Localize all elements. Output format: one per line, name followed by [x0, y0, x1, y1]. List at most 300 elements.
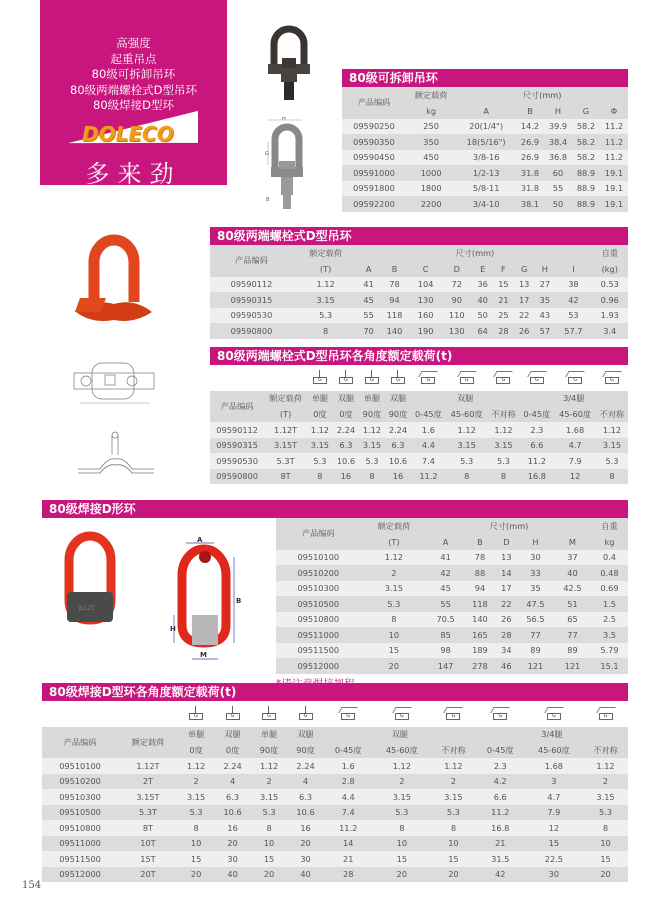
- product-code-cell: 09510200: [59, 776, 101, 787]
- table-cell: 40: [567, 567, 578, 578]
- col-header-g: G: [520, 263, 528, 274]
- table-cell: 3/4-10: [472, 198, 500, 209]
- table-cell: 15: [548, 838, 560, 849]
- col-header-code: 产品编码: [235, 255, 268, 266]
- product-code-cell: 09511500: [59, 853, 101, 864]
- brand-line: 80级两端螺栓式D型吊环: [70, 82, 197, 97]
- col-header-a: A: [442, 536, 449, 547]
- table-cell: 0.53: [600, 279, 619, 290]
- table-cell: 60: [552, 167, 564, 178]
- table-cell: 70.5: [436, 614, 455, 625]
- table-cell: 8: [193, 822, 199, 833]
- product-code-cell: 09510500: [59, 807, 101, 818]
- section-title: 80级焊接D形环: [42, 500, 628, 518]
- col-header-angle: 不对称: [599, 408, 625, 419]
- product-code-cell: 09591800: [353, 183, 395, 194]
- col-group-single-leg: 单腿: [311, 393, 329, 404]
- table-cell: 1.12: [444, 760, 463, 771]
- table-cell: 8: [399, 822, 405, 833]
- table-cell: 14: [501, 567, 512, 578]
- sling-icon-cell: [214, 701, 250, 727]
- col-header-c: C: [422, 263, 429, 274]
- table-cell: 65: [567, 614, 578, 625]
- table-cell: 10: [263, 838, 275, 849]
- table-cell: 140: [472, 614, 488, 625]
- table-cell: 1.12T: [273, 424, 298, 435]
- table-row: [210, 422, 628, 438]
- product-code-cell: 09590315: [216, 440, 258, 451]
- table-row: [210, 453, 628, 469]
- table-cell: 5.3: [262, 807, 276, 818]
- col-group-single-leg: 单腿: [260, 729, 278, 740]
- table-cell: 42: [495, 869, 506, 880]
- table-cell: 3.15: [494, 440, 513, 451]
- bolt-on-d-ring-table: [210, 227, 628, 339]
- table-cell: 130: [417, 294, 434, 305]
- col-header-load-unit: (T): [279, 409, 292, 420]
- double-leg-asym-icon: G: [443, 706, 463, 720]
- double-leg-0-icon: G: [336, 370, 356, 384]
- table-cell: 30: [300, 853, 311, 864]
- col-header-angle: 90度: [296, 744, 315, 755]
- product-code-cell: 09511000: [59, 838, 101, 849]
- table-cell: 20: [227, 838, 238, 849]
- table-cell: 14: [343, 838, 354, 849]
- table-cell: 6.3: [226, 791, 240, 802]
- single-leg-90-icon: G: [362, 370, 382, 384]
- table-cell: 88.9: [576, 198, 596, 209]
- table-cell: 4: [302, 776, 309, 787]
- table-cell: 7.9: [547, 807, 561, 818]
- svg-text:H: H: [282, 117, 286, 122]
- table-cell: 2: [193, 776, 199, 787]
- detachable-lifting-ring-table: [342, 69, 628, 212]
- col-header-angle: 45-60度: [385, 744, 418, 755]
- table-cell: 20: [263, 869, 275, 880]
- table-cell: 1.12: [310, 424, 330, 435]
- col-header-load-unit: kg: [426, 105, 437, 116]
- table-row: [42, 836, 628, 852]
- col-header-angle: 0度: [313, 408, 327, 419]
- col-header-load-unit: (T): [319, 263, 332, 274]
- table-cell: 5.3: [365, 455, 379, 466]
- col-header-angle: 0度: [339, 408, 353, 419]
- table-row: [276, 627, 628, 643]
- col-header-angle: 0度: [225, 744, 240, 755]
- table-row: [210, 438, 628, 454]
- table-cell: 20: [600, 869, 611, 880]
- table-cell: 31.8: [520, 183, 540, 194]
- double-leg-90-icon: G: [296, 706, 316, 720]
- table-cell: 15: [448, 853, 459, 864]
- table-cell: 4.7: [568, 440, 582, 451]
- table-cell: 15: [396, 853, 408, 864]
- table-cell: 77: [567, 629, 578, 640]
- brand-feature-list: [40, 0, 227, 114]
- table-cell: 22: [518, 310, 530, 321]
- col-header-d: D: [453, 263, 460, 274]
- table-cell: 2.24: [336, 424, 356, 435]
- product-code-cell: 09590530: [230, 310, 273, 321]
- svg-text:G: G: [265, 151, 269, 157]
- col-header-load: 额定载荷: [309, 247, 342, 258]
- col-header-weight-unit: kg: [604, 536, 615, 547]
- brand-line: 高强度: [116, 36, 151, 50]
- sling-icon-cell: [333, 365, 359, 391]
- svg-text:B: B: [236, 597, 242, 605]
- col-header-angle: 不对称: [441, 744, 466, 755]
- col-header-angle: 不对称: [491, 408, 516, 419]
- table-cell: 45: [363, 294, 374, 305]
- table-cell: 78: [389, 279, 400, 290]
- col-header-h: H: [554, 105, 562, 116]
- table-cell: 64: [477, 325, 488, 336]
- single-leg-0-icon: G: [310, 370, 330, 384]
- table-cell: 1.12: [316, 279, 335, 290]
- col-header-angle: 90度: [259, 744, 279, 755]
- table-cell: 17: [518, 294, 530, 305]
- table-cell: 36.8: [548, 152, 568, 163]
- table-row: [342, 119, 628, 135]
- table-cell: 3.15: [186, 791, 206, 802]
- table-cell: 38: [568, 279, 579, 290]
- three-four-leg-asym-icon: G: [602, 370, 622, 384]
- table-cell: 31.5: [491, 853, 510, 864]
- table-cell: 4.4: [421, 440, 435, 451]
- product-code-cell: 09591000: [353, 167, 395, 178]
- table-cell: 40: [300, 869, 311, 880]
- table-cell: 1.12: [494, 424, 513, 435]
- weld-on-d-ring-section: [42, 500, 628, 518]
- table-cell: 58.2: [576, 136, 596, 147]
- table-cell: 34: [501, 645, 512, 656]
- table-cell: 450: [423, 152, 439, 163]
- col-header-phi: Φ: [610, 105, 618, 116]
- table-cell: 8T: [142, 822, 154, 833]
- table-cell: 121: [564, 660, 581, 671]
- col-group-double-leg: 双腿: [224, 729, 241, 740]
- table-cell: 40: [477, 294, 488, 305]
- table-cell: 104: [417, 279, 434, 290]
- col-header-angle: 0-45度: [334, 744, 362, 755]
- table-cell: 26.9: [520, 136, 540, 147]
- product-code-cell: 09511000: [297, 629, 340, 640]
- table-cell: 11.2: [491, 807, 510, 818]
- table-row: [42, 820, 628, 836]
- table-cell: 22.5: [544, 853, 563, 864]
- table-cell: 16: [340, 471, 352, 482]
- col-header-h: H: [541, 263, 548, 274]
- table-cell: 3.15: [384, 583, 403, 594]
- svg-text:H: H: [170, 625, 176, 633]
- col-header-m: M: [568, 536, 576, 547]
- table-cell: 1.12: [384, 552, 403, 563]
- col-header-g: G: [582, 105, 590, 116]
- table-cell: 11.2: [419, 471, 438, 482]
- col-header-dims: 尺寸(mm): [522, 89, 562, 100]
- table-cell: 5.3: [313, 455, 327, 466]
- table-cell: 43: [539, 310, 551, 321]
- table-cell: 21: [498, 294, 509, 305]
- double-leg-90-icon: G: [388, 370, 408, 384]
- table-cell: 1.12: [596, 760, 615, 771]
- weld-on-d-ring-angle-load-table: [42, 683, 628, 882]
- table-cell: 37: [567, 552, 578, 563]
- col-header-angle: 0-45度: [486, 744, 514, 755]
- table-cell: 6.6: [530, 440, 544, 451]
- table-cell: 58.2: [576, 121, 596, 132]
- table-row: [42, 789, 628, 805]
- table-row: [342, 196, 628, 212]
- table-row: [342, 150, 628, 166]
- table-cell: 16.8: [491, 822, 510, 833]
- logo-text: DOLECO: [82, 121, 174, 146]
- table-cell: 1.12: [362, 424, 382, 435]
- table-cell: 89: [567, 645, 578, 656]
- product-code-cell: 09510100: [297, 552, 340, 563]
- table-row: [210, 323, 628, 339]
- table-cell: 3.15: [316, 294, 335, 305]
- three-four-leg-asym-icon: G: [596, 706, 616, 720]
- table-cell: 2.3: [530, 424, 544, 435]
- col-header-load-unit: (T): [388, 536, 400, 547]
- bolt-on-d-ring-drawing: [70, 355, 160, 495]
- table-cell: 26: [501, 614, 512, 625]
- product-code-cell: 09512000: [59, 869, 101, 880]
- table-cell: 5/8-11: [472, 183, 500, 194]
- col-header-load: 额定载荷: [414, 89, 448, 100]
- double-leg-0-icon: G: [223, 706, 243, 720]
- table-cell: 5.3: [599, 807, 613, 818]
- table-cell: 78: [474, 552, 486, 563]
- table-cell: 30: [530, 552, 541, 563]
- col-group-single-leg: 单腿: [363, 393, 381, 404]
- svg-text:JLL2T: JLL2T: [79, 605, 95, 612]
- svg-text:B: B: [266, 197, 270, 203]
- col-header-weight-unit: (kg): [601, 263, 618, 274]
- table-cell: 42: [440, 567, 451, 578]
- table-cell: 4.2: [493, 776, 507, 787]
- table-cell: 8: [609, 471, 615, 482]
- table-cell: 3.15: [596, 791, 615, 802]
- bolt-on-d-ring-angle-load-table: [210, 347, 628, 484]
- table-cell: 118: [472, 598, 488, 609]
- table-cell: 41: [440, 552, 451, 563]
- swivel-hoist-ring-drawing: [265, 117, 345, 213]
- table-cell: 53: [568, 310, 579, 321]
- table-cell: 1.68: [544, 760, 563, 771]
- table-cell: 21: [495, 838, 506, 849]
- table-cell: 2: [391, 567, 397, 578]
- table-row: [42, 805, 628, 821]
- sling-icon-cell: [596, 365, 628, 391]
- table-cell: 70: [363, 325, 374, 336]
- col-header-angle: 45-60度: [559, 408, 592, 419]
- table-cell: 130: [448, 325, 465, 336]
- table-cell: 16: [300, 822, 311, 833]
- table-cell: 20: [190, 869, 202, 880]
- col-group-single-leg: 单腿: [187, 729, 205, 740]
- col-header-angle: 不对称: [593, 744, 618, 755]
- sling-icon-cell: [431, 701, 476, 727]
- sling-icon-cell: [373, 701, 431, 727]
- table-cell: 30: [548, 869, 560, 880]
- double-leg-0-45-icon: G: [338, 706, 358, 720]
- table-cell: 165: [472, 629, 488, 640]
- table-cell: 20: [388, 660, 400, 671]
- table-cell: 8: [322, 325, 329, 336]
- table-cell: 278: [472, 660, 488, 671]
- col-header-load: 额定载荷: [269, 393, 302, 404]
- table-cell: 1.6: [341, 760, 355, 771]
- sling-icon-cell: [178, 701, 214, 727]
- table-cell: 89: [530, 645, 541, 656]
- table-cell: 8: [602, 822, 609, 833]
- table-cell: 47.5: [526, 598, 545, 609]
- sling-icon-cell: [324, 701, 373, 727]
- table-cell: 28: [343, 869, 354, 880]
- table-row: [342, 181, 628, 197]
- table-cell: 11.2: [604, 152, 624, 163]
- sling-icon-cell: [251, 701, 287, 727]
- col-header-weight: 自重: [601, 247, 618, 258]
- table-cell: 8T: [280, 471, 291, 482]
- product-code-cell: 09590315: [230, 294, 273, 305]
- table-cell: 350: [423, 136, 439, 147]
- table-row: [210, 308, 628, 324]
- table-cell: 6.6: [493, 791, 507, 802]
- table-row: [276, 565, 628, 581]
- weld-on-d-ring-table: [276, 518, 628, 691]
- table-cell: 16: [392, 471, 404, 482]
- table-cell: 35: [539, 294, 551, 305]
- product-code-cell: 09590112: [230, 279, 273, 290]
- table-cell: 3.5: [602, 629, 616, 640]
- table-cell: 15T: [140, 853, 156, 864]
- table-cell: 20: [448, 869, 459, 880]
- three-four-leg-0-45-icon: G: [490, 706, 510, 720]
- table-cell: 2: [399, 776, 405, 787]
- table-cell: 160: [417, 310, 434, 321]
- table-cell: 28: [498, 325, 509, 336]
- double-leg-45-60-icon: G: [392, 706, 412, 720]
- table-cell: 55: [552, 183, 564, 194]
- table-cell: 11.2: [604, 121, 624, 132]
- sling-icon-cell: [554, 365, 596, 391]
- table-cell: 39.9: [548, 121, 568, 132]
- col-header-code: 产品编码: [301, 528, 335, 539]
- product-code-cell: 09510300: [59, 791, 101, 802]
- table-cell: 13: [501, 552, 512, 563]
- table-cell: 56.5: [526, 614, 545, 625]
- table-cell: 88.9: [576, 167, 596, 178]
- col-group-three-four-leg: 3/4腿: [563, 393, 585, 404]
- col-header-load: 额定载荷: [377, 520, 411, 531]
- brand-line: 80级可拆卸吊环: [91, 67, 176, 81]
- table-cell: 19.1: [604, 167, 624, 178]
- table-cell: 40: [227, 869, 238, 880]
- brand-line: 80级焊接D型环: [93, 98, 174, 112]
- product-code-cell: 09590450: [353, 152, 395, 163]
- table-cell: 3.15: [259, 791, 279, 802]
- col-header-a: A: [365, 263, 372, 274]
- bolt-on-d-ring-photo: [72, 232, 157, 332]
- table-cell: 10.6: [296, 807, 315, 818]
- col-header-weight: 自重: [601, 520, 618, 531]
- table-row: [42, 851, 628, 867]
- table-cell: 5.3: [446, 807, 460, 818]
- col-header-d: D: [503, 536, 510, 547]
- table-cell: 1/2-13: [472, 167, 500, 178]
- table-cell: 121: [527, 660, 544, 671]
- sling-icon-cell: [519, 365, 554, 391]
- table-cell: 90: [451, 294, 462, 305]
- table-cell: 4: [229, 776, 236, 787]
- table-cell: 5.3: [395, 807, 409, 818]
- table-cell: 1.5: [602, 598, 616, 609]
- table-cell: 8: [369, 471, 375, 482]
- table-cell: 5.3T: [276, 455, 295, 466]
- table-cell: 0.96: [600, 294, 619, 305]
- table-cell: 88: [474, 567, 486, 578]
- table-row: [42, 774, 628, 790]
- table-cell: 50: [552, 198, 564, 209]
- table-cell: 12: [548, 822, 560, 833]
- table-cell: 2.24: [388, 424, 408, 435]
- table-cell: 8: [266, 822, 272, 833]
- table-cell: 35: [530, 583, 541, 594]
- table-cell: 2200: [420, 198, 442, 209]
- table-row: [210, 292, 628, 308]
- col-header-b: B: [391, 263, 398, 274]
- col-group-double-leg: 双腿: [391, 729, 408, 740]
- sling-icon-cell: [385, 365, 411, 391]
- table-cell: 3.15: [602, 440, 622, 451]
- sling-icon-cell: [476, 701, 525, 727]
- double-leg-45-60-icon: G: [457, 370, 477, 384]
- table-cell: 13: [518, 279, 530, 290]
- section-title: 80级焊接D型环各角度额定载荷(t): [42, 683, 628, 701]
- table-row: [276, 596, 628, 612]
- table-cell: 1.68: [566, 424, 585, 435]
- product-code-cell: 09590530: [216, 455, 258, 466]
- col-group-double-leg: 双腿: [389, 393, 407, 404]
- table-cell: 41: [363, 279, 374, 290]
- col-header-dims: 尺寸(mm): [455, 247, 495, 258]
- table-cell: 1.12: [186, 760, 206, 771]
- single-leg-0-icon: G: [186, 706, 206, 720]
- table-cell: 2.5: [602, 614, 616, 625]
- product-code-cell: 09510500: [297, 598, 340, 609]
- table-cell: 38.1: [520, 198, 540, 209]
- table-cell: 10: [448, 838, 459, 849]
- table-cell: 1.12T: [136, 760, 160, 771]
- brand-name-cn: 多来劲: [85, 159, 182, 188]
- brand-panel: [40, 0, 227, 188]
- product-code-cell: 09511500: [297, 645, 340, 656]
- swivel-hoist-ring-photo: [264, 22, 314, 110]
- table-cell: 1.12: [457, 424, 476, 435]
- table-cell: 57.7: [564, 325, 583, 336]
- weld-on-d-ring-drawing: [170, 535, 248, 665]
- col-header-h: H: [532, 536, 539, 547]
- table-cell: 110: [448, 310, 465, 321]
- col-header-b: B: [477, 536, 483, 547]
- svg-text:M: M: [200, 651, 207, 659]
- table-cell: 3.15: [362, 440, 382, 451]
- product-code-cell: 09590250: [353, 121, 395, 132]
- sling-icon-cell: [583, 701, 628, 727]
